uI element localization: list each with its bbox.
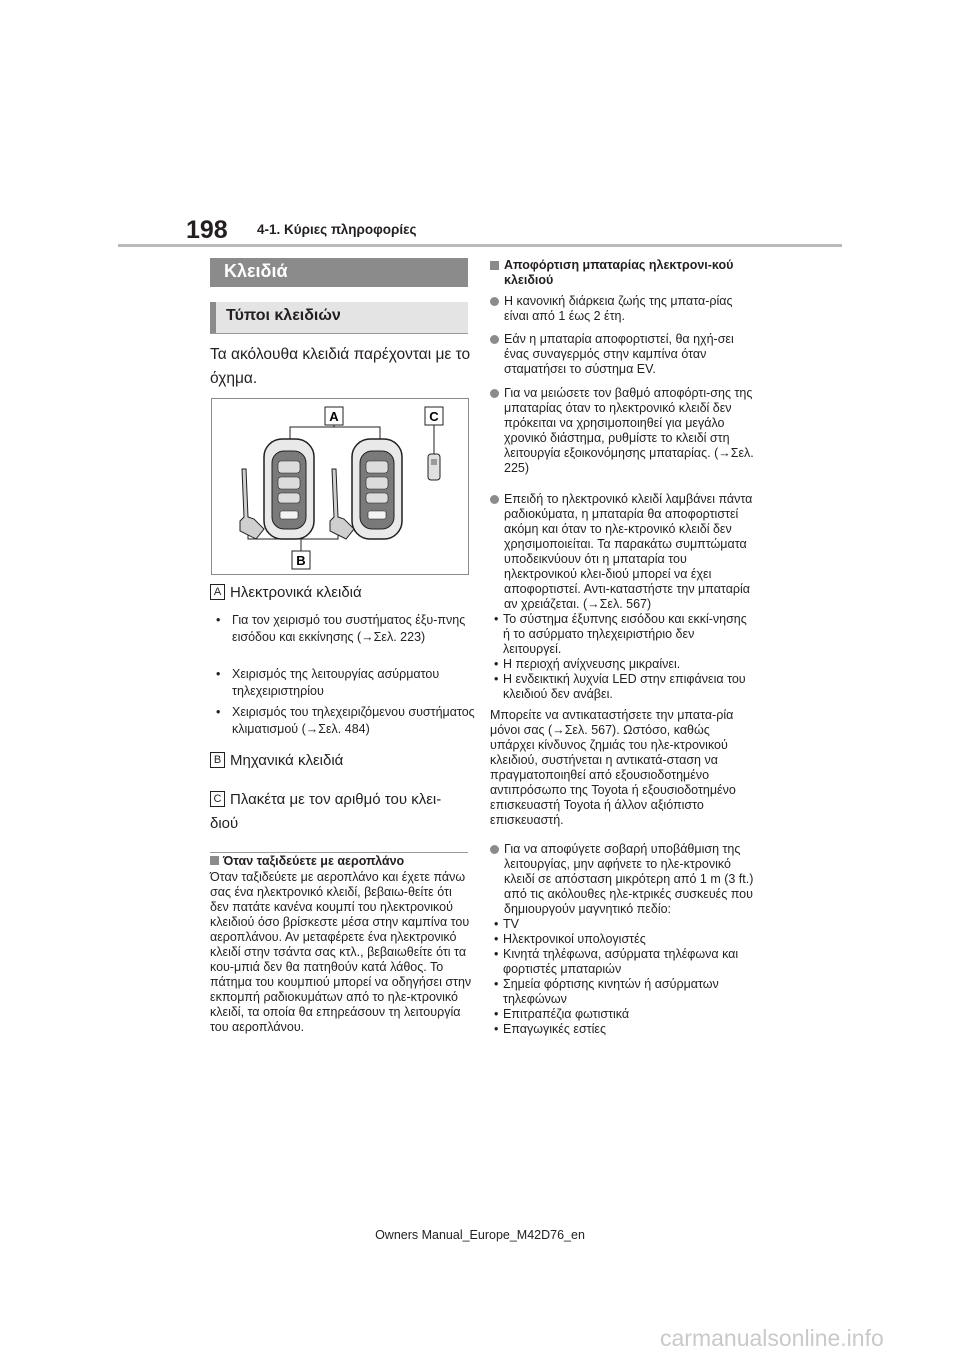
battery-p6-bullet-6: • Επαγωγικές εστίες: [494, 1022, 606, 1036]
note-rule: [210, 852, 468, 853]
item-a-text: Ηλεκτρονικά κλειδιά: [230, 584, 362, 601]
figure-label-b: B: [296, 553, 306, 568]
battery-p1: Η κανονική διάρκεια ζωής της μπατα-ρίας είναι από 1 έως 2 έτη.: [490, 294, 755, 324]
item-c-text: Πλακέτα με τον αριθμό του κλει-διού: [210, 791, 442, 832]
item-b-text: Μηχανικά κλειδιά: [230, 752, 344, 769]
heading-keys: [210, 258, 468, 287]
heading-key-types: [210, 302, 468, 334]
battery-p6-bullet-5: • Επιτραπέζια φωτιστικά: [494, 1007, 630, 1021]
battery-p4-bullet-1: • Το σύστημα έξυπνης εισόδου και εκκί-νησης ή το ασύρματο τηλεχειριστήριο δεν λειτουργεί.: [494, 612, 747, 656]
note-airplane-body: Όταν ταξιδεύετε με αεροπλάνο και έχετε πάνω σας ένα ηλεκτρονικό κλειδί, βεβαιω-θείτε ότι δεν πατάτε κανένα κουμπί του ηλεκτρονικού κλειδιού όσο βρίσκεστε μέσα στην καμπίνα του αεροπλάνου. Αν μεταφέρετε ένα ηλεκτρονικό κλειδί στην τσάντα σας κτλ., βεβαιωθείτε ότι τα κου-μπιά δεν θα πατηθούν κατά λάθος. Το πάτημα του κουμπιού μπορεί να οδηγήσει στην εκπομπή ραδιοκυμάτων από το ηλε-κτρονικό κλειδί, τα οποία θα επηρεάσουν τη λειτουργία του αεροπλάνου.: [210, 870, 472, 1034]
heading-keys-text: Κλειδιά: [224, 261, 288, 281]
battery-p2: Εάν η μπαταρία αποφορτιστεί, θα ηχή-σει ένας συναγερμός στην καμπίνα όταν σταματήσει το σύστημα EV.: [490, 332, 755, 377]
electronic-key-2: [352, 439, 402, 539]
battery-p6-bullet-4: • Σημεία φόρτισης κινητών ή ασύρματων τηλεφώνων: [494, 977, 719, 1006]
battery-title: Αποφόρτιση μπαταρίας ηλεκτρονι-κού κλειδιού: [490, 258, 755, 288]
item-a-label: A: [210, 584, 225, 600]
battery-p6-bullet-1: • TV: [494, 917, 519, 931]
figure-label-a: A: [329, 409, 339, 424]
intro-text: Τα ακόλουθα κλειδιά παρέχονται με το όχημα.: [210, 346, 471, 387]
item-a-bullet-1: • Για τον χειρισμό του συστήματος έξυ-πνης εισόδου και εκκίνησης (→Σελ. 223): [216, 613, 466, 644]
item-c: [210, 788, 468, 836]
heading-key-types-text: Τύποι κλειδιών: [226, 307, 341, 324]
item-a-bullet-3: • Χειρισμός του τηλεχειριζόμενου συστήματος κλιματισμού (→Σελ. 484): [216, 705, 475, 736]
item-a: [210, 584, 362, 601]
page-number: 198: [186, 216, 228, 244]
figure-label-c: C: [429, 409, 439, 424]
section-title: 4-1. Κύριες πληροφορίες: [257, 222, 417, 237]
battery-p3: Για να μειώσετε τον βαθμό αποφόρτι-σης της μπαταρίας όταν το ηλεκτρονικό κλειδί δεν πρόκειται να χρησιμοποιηθεί για μεγάλο χρονικό διάστημα, ρυθμίστε το κλειδί στη λειτουργία εξοικονόμησης μπαταρίας. (→Σελ. 225): [490, 386, 755, 476]
battery-p4: Επειδή το ηλεκτρονικό κλειδί λαμβάνει πάντα ραδιοκύματα, η μπαταρία θα αποφορτιστεί ακόμη και όταν το ηλε-κτρονικό κλειδί δεν χρησιμοποιείται. Τα παρακάτω συμπτώματα υποδεικνύουν ότι η μπαταρία του ηλεκτρονικού κλει-διού μπορεί να έχει αποφορτιστεί. Αντι-καταστήστε την μπαταρία αν χρειάζεται. (→Σελ. 567): [490, 492, 755, 612]
battery-p6: Για να αποφύγετε σοβαρή υποβάθμιση της λειτουργίας, μην αφήνετε το ηλε-κτρονικό κλειδί σε απόσταση μικρότερη από 1 m (3 ft.) από τις ακόλουθες ηλε-κτρικές συσκευές που δημιουργούν μαγνητικό πεδίο:: [490, 842, 755, 917]
mechanical-key-2: [330, 469, 354, 539]
battery-p5: Μπορείτε να αντικαταστήσετε την μπατα-ρία μόνοι σας (→Σελ. 567). Ωστόσο, καθώς υπάρχει κίνδυνος ζημιάς του ηλε-κτρονικού κλειδιού, συστήνεται η αντικατά-σταση να πραγματοποιηθεί από εξουσιοδοτημένο αντιπρόσωπο της Toyota ή εξουσιοδοτημένο επισκευαστή Toyota ή άλλον αξιόπιστο επισκευαστή.: [490, 708, 736, 827]
mechanical-key-1: [240, 469, 264, 539]
electronic-key-1: [264, 439, 314, 539]
keys-illustration: [212, 399, 468, 574]
footer-text: Owners Manual_Europe_M42D76_en: [375, 1228, 585, 1242]
item-c-label: C: [210, 791, 225, 807]
item-a-bullet-2: • Χειρισμός της λειτουργίας ασύρματου τηλεχειριστηρίου: [216, 667, 440, 698]
battery-p6-bullet-3: • Κινητά τηλέφωνα, ασύρματα τηλέφωνα και φορτιστές μπαταριών: [494, 947, 739, 976]
watermark: carmanualsonline.info: [660, 1325, 884, 1351]
keys-figure: [211, 398, 469, 575]
note-airplane-title: Όταν ταξιδεύετε με αεροπλάνο: [210, 854, 404, 868]
battery-p4-bullet-2: • Η περιοχή ανίχνευσης μικραίνει.: [494, 657, 681, 671]
key-number-plate: [428, 454, 440, 480]
header-rule: [118, 244, 842, 247]
item-b: [210, 752, 343, 769]
item-b-label: B: [210, 752, 225, 768]
battery-p6-bullet-2: • Ηλεκτρονικοί υπολογιστές: [494, 932, 646, 946]
battery-p4-bullet-3: • Η ενδεικτική λυχνία LED στην επιφάνεια του κλειδιού δεν ανάβει.: [494, 672, 746, 701]
